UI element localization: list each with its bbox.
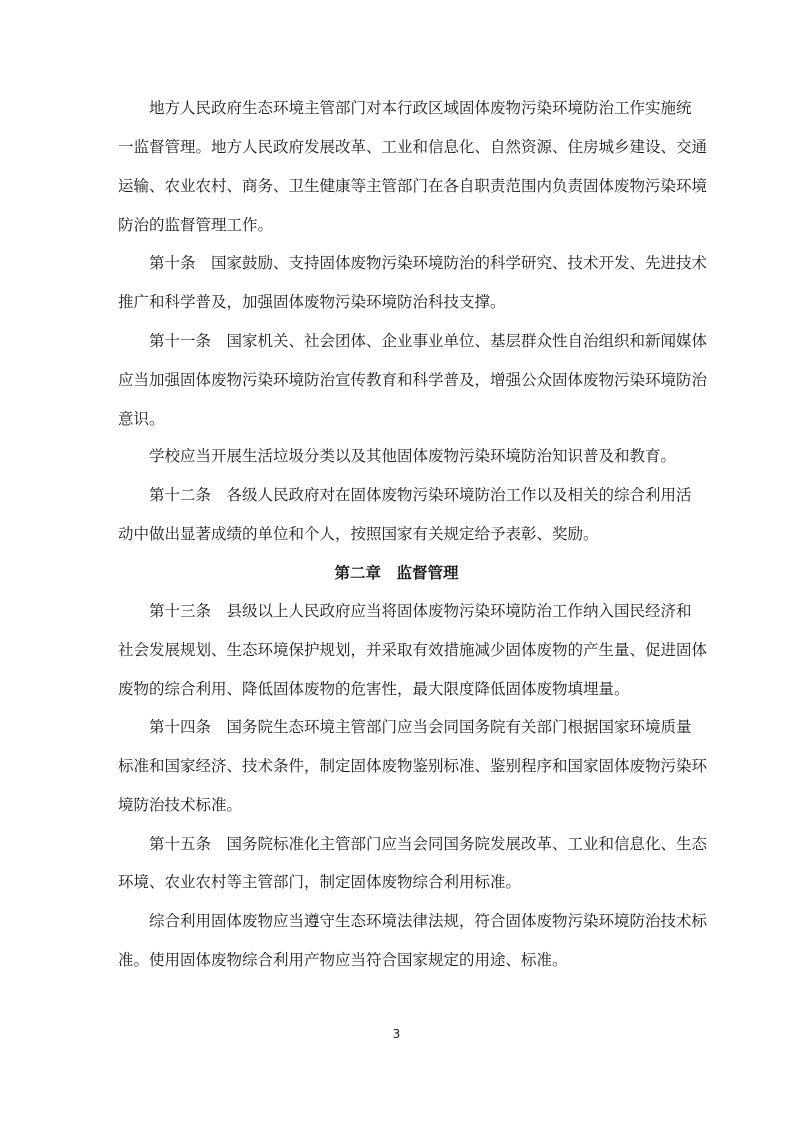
text-line: 第十四条 国务院生态环境主管部门应当会同国务院有关部门根据国家环境质量 <box>118 718 692 736</box>
text-line: 运输、农业农村、商务、卫生健康等主管部门在各自职责范围内负责固体废物污染环境 <box>118 177 708 195</box>
text-line: 标准和国家经济、技术条件，制定固体废物鉴别标准、鉴别程序和国家固体废物污染环 <box>118 757 708 775</box>
text-line: 应当加强固体废物污染环境防治宣传教育和科学普及，增强公众固体废物污染环境防治 <box>118 371 708 389</box>
text-line: 境防治技术标准。 <box>118 796 243 814</box>
text-line: 综合利用固体废物应当遵守生态环境法律法规，符合固体废物污染环境防治技术标 <box>118 912 708 930</box>
text-line: 第十二条 各级人民政府对在固体废物污染环境防治工作以及相关的综合利用活 <box>118 486 692 504</box>
text-line: 防治的监督管理工作。 <box>118 216 274 234</box>
text-line: 第十五条 国务院标准化主管部门应当会同国务院发展改革、工业和信息化、生态 <box>118 835 708 853</box>
text-line: 一监督管理。地方人民政府发展改革、工业和信息化、自然资源、住房城乡建设、交通 <box>118 138 708 156</box>
text-line: 社会发展规划、生态环境保护规划，并采取有效措施减少固体废物的产生量、促进固体 <box>118 641 708 659</box>
text-line: 第十三条 县级以上人民政府应当将固体废物污染环境防治工作纳入国民经济和 <box>118 602 692 620</box>
text-line: 动中做出显著成绩的单位和个人，按照国家有关规定给予表彰、奖励。 <box>118 525 599 543</box>
text-line: 地方人民政府生态环境主管部门对本行政区域固体废物污染环境防治工作实施统 <box>118 99 692 117</box>
text-line: 学校应当开展生活垃圾分类以及其他固体废物污染环境防治知识普及和教育。 <box>118 447 677 465</box>
text-line: 废物的综合利用、降低固体废物的危害性，最大限度降低固体废物填埋量。 <box>118 680 630 698</box>
text-line: 意识。 <box>118 410 165 428</box>
text-line: 第十条 国家鼓励、支持固体废物污染环境防治的科学研究、技术开发、先进技术 <box>118 254 708 272</box>
chapter-title: 第二章 监督管理 <box>334 564 459 582</box>
text-line: 环境、农业农村等主管部门，制定固体废物综合利用标准。 <box>118 873 522 891</box>
page-number: 3 <box>392 1027 401 1041</box>
text-line: 准。使用固体废物综合利用产物应当符合国家规定的用途、标准。 <box>118 951 568 969</box>
text-line: 推广和科学普及，加强固体废物污染环境防治科技支撑。 <box>118 293 506 311</box>
text-line: 第十一条 国家机关、社会团体、企业事业单位、基层群众性自治组织和新闻媒体 <box>118 332 708 350</box>
